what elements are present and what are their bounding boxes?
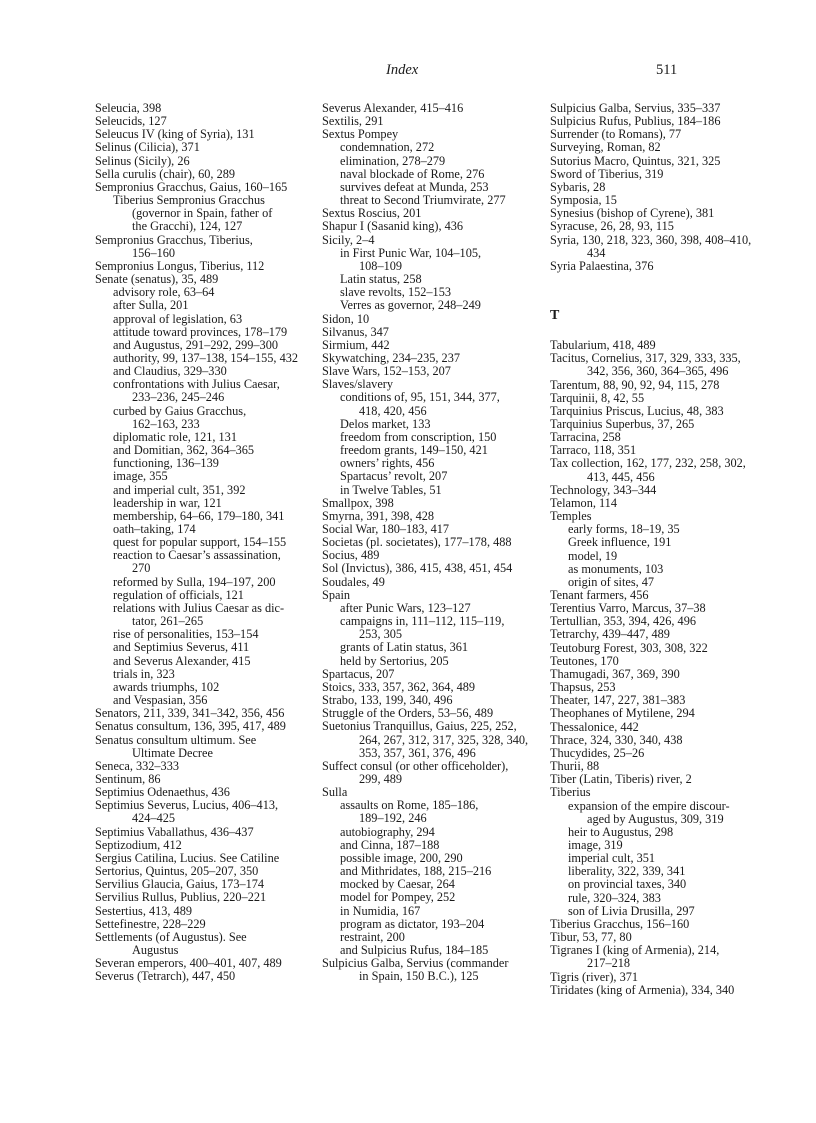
index-subentry: and Claudius, 329–330: [113, 364, 227, 379]
index-entry: Societas (pl. societates), 177–178, 488: [322, 535, 512, 550]
index-entry: Tenant farmers, 456: [550, 588, 649, 602]
index-subentry: Latin status, 258: [340, 272, 422, 287]
index-entry: Tigranes I (king of Armenia), 214,: [550, 943, 720, 958]
index-subentry: in Numidia, 167: [340, 903, 421, 918]
running-head-title: Index: [386, 62, 419, 78]
index-entry: Sutorius Macro, Quintus, 321, 325: [550, 153, 721, 168]
index-entry: Temples: [550, 509, 592, 524]
index-entry: Socius, 489: [322, 548, 380, 563]
index-subentry: and imperial cult, 351, 392: [113, 482, 246, 497]
index-subentry: grants of Latin status, 361: [340, 640, 469, 655]
index-subentry: rule, 320–324, 383: [568, 890, 661, 905]
index-entry: Teutones, 170: [550, 653, 619, 668]
index-entry: Slaves/slavery: [322, 377, 394, 392]
index-entry: Sempronius Gracchus, Gaius, 160–165: [95, 179, 288, 194]
index-entry: Tiber (Latin, Tiberis) river, 2: [550, 772, 692, 787]
index-entry: Thamugadi, 367, 369, 390: [550, 666, 680, 681]
index-subentry: freedom grants, 149–150, 421: [340, 443, 488, 458]
index-continuation: 162–163, 233: [132, 416, 200, 431]
index-entry: Senatus consultum, 136, 395, 417, 489: [95, 719, 286, 734]
index-subentry: reaction to Caesar’s assassination,: [113, 548, 281, 563]
spacer: [550, 325, 776, 339]
index-continuation: in Spain, 150 B.C.), 125: [359, 969, 479, 984]
index-continuation: 217–218: [587, 956, 631, 971]
index-subentry: and Cinna, 187–188: [340, 837, 440, 852]
index-entry: Tarraco, 118, 351: [550, 443, 637, 458]
index-subentry: mocked by Caesar, 264: [340, 877, 455, 892]
index-subentry: Greek influence, 191: [568, 535, 672, 550]
index-entry: Tetrarchy, 439–447, 489: [550, 627, 670, 642]
index-subentry: Tiberius Sempronius Gracchus: [113, 193, 265, 208]
index-entry: Syria, 130, 218, 323, 360, 398, 408–410,: [550, 232, 752, 247]
index-entry: Senate (senatus), 35, 489: [95, 272, 219, 287]
index-entry: Theophanes of Mytilene, 294: [550, 706, 695, 721]
index-entry: Teutoburg Forest, 303, 308, 322: [550, 640, 708, 655]
index-entry: Selinus (Sicily), 26: [95, 153, 190, 168]
index-entry: Septizodium, 412: [95, 837, 182, 852]
index-entry: Sempronius Longus, Tiberius, 112: [95, 258, 265, 273]
index-subentry: program as dictator, 193–204: [340, 916, 485, 931]
index-subentry: diplomatic role, 121, 131: [113, 429, 237, 444]
index-column-left: [95, 102, 310, 983]
index-subentry: trials in, 323: [113, 666, 175, 681]
index-subentry: curbed by Gaius Gracchus,: [113, 403, 247, 418]
index-continuation: 253, 305: [359, 627, 403, 642]
index-subentry: after Punic Wars, 123–127: [340, 600, 471, 615]
index-subentry: and Septimius Severus, 411: [113, 640, 250, 655]
index-entry: Soudales, 49: [322, 574, 385, 589]
index-subentry: leadership in war, 121: [113, 495, 222, 510]
index-entry: Syracuse, 26, 28, 93, 115: [550, 219, 674, 234]
index-continuation: (governor in Spain, father of: [132, 206, 273, 221]
index-entry: Septimius Odenaethus, 436: [95, 785, 230, 800]
index-subentry: early forms, 18–19, 35: [568, 522, 680, 537]
index-subentry: elimination, 278–279: [340, 153, 446, 168]
index-continuation: the Gracchi), 124, 127: [132, 219, 243, 234]
index-entry: Seneca, 332–333: [95, 758, 180, 773]
running-head: [0, 62, 816, 82]
index-continuation: 413, 445, 456: [587, 469, 655, 484]
index-subentry: possible image, 200, 290: [340, 850, 463, 865]
index-entry: Settlements (of Augustus). See: [95, 929, 247, 944]
index-entry: Sentinum, 86: [95, 771, 161, 786]
index-subentry: membership, 64–66, 179–180, 341: [113, 508, 285, 523]
index-subentry: naval blockade of Rome, 276: [340, 166, 485, 181]
index-entry: Seleucids, 127: [95, 114, 167, 129]
index-continuation: Ultimate Decree: [132, 745, 213, 760]
index-subentry: authority, 99, 137–138, 154–155, 432: [113, 350, 299, 365]
index-subentry: in Twelve Tables, 51: [340, 482, 442, 497]
index-entry: Thapsus, 253: [550, 680, 616, 695]
index-subentry: heir to Augustus, 298: [568, 824, 674, 839]
index-entry: Struggle of the Orders, 53–56, 489: [322, 706, 494, 721]
index-entry: Septimius Vaballathus, 436–437: [95, 824, 254, 839]
index-entry: Tigris (river), 371: [550, 969, 639, 984]
index-entry: Thrace, 324, 330, 340, 438: [550, 732, 683, 747]
index-subentry: Verres as governor, 248–249: [340, 298, 481, 313]
index-entry: Spartacus, 207: [322, 666, 395, 681]
index-subentry: on provincial taxes, 340: [568, 877, 687, 892]
index-entry: Synesius (bishop of Cyrene), 381: [550, 206, 715, 221]
index-entry: Sextus Roscius, 201: [322, 206, 422, 221]
index-continuation: 418, 420, 456: [359, 403, 427, 418]
index-subentry: conditions of, 95, 151, 344, 377,: [340, 390, 500, 405]
index-entry: Sol (Invictus), 386, 415, 438, 451, 454: [322, 561, 513, 576]
index-subentry: expansion of the empire discour-: [568, 798, 730, 813]
index-entry: Sella curulis (chair), 60, 289: [95, 166, 236, 181]
index-entry: Tarquinius Priscus, Lucius, 48, 383: [550, 403, 724, 418]
index-subentry: relations with Julius Caesar as dic-: [113, 600, 285, 615]
index-continuation: Augustus: [132, 943, 179, 957]
index-subentry: slave revolts, 152–153: [340, 285, 451, 300]
index-entry: Servilius Glaucia, Gaius, 173–174: [95, 877, 265, 892]
index-subentry: condemnation, 272: [340, 140, 435, 155]
index-subentry: functioning, 136–139: [113, 456, 219, 471]
index-entry: Tarracina, 258: [550, 430, 621, 445]
index-entry: Sestertius, 413, 489: [95, 903, 193, 918]
index-entry: Severus (Tetrarch), 447, 450: [95, 969, 236, 984]
index-subentry: and Domitian, 362, 364–365: [113, 443, 255, 458]
index-subentry: freedom from conscription, 150: [340, 429, 497, 444]
index-continuation: tator, 261–265: [132, 614, 204, 629]
index-subentry: held by Sertorius, 205: [340, 653, 449, 668]
index-subentry: quest for popular support, 154–155: [113, 535, 287, 550]
index-entry: Thessalonice, 442: [550, 719, 639, 734]
index-subentry: model for Pompey, 252: [340, 890, 456, 905]
index-subentry: rise of personalities, 153–154: [113, 627, 259, 642]
index-entry: Sybaris, 28: [550, 179, 606, 194]
index-entry: Terentius Varro, Marcus, 37–38: [550, 601, 706, 616]
index-entry: Thucydides, 25–26: [550, 745, 645, 760]
index-entry: Senators, 211, 339, 341–342, 356, 456: [95, 706, 285, 721]
index-subentry: confrontations with Julius Caesar,: [113, 377, 280, 392]
index-entry: Sidon, 10: [322, 311, 370, 326]
index-entry: Sertorius, Quintus, 205–207, 350: [95, 864, 259, 879]
spacer: [550, 290, 776, 307]
index-entry: Silvanus, 347: [322, 324, 389, 339]
index-subentry: advisory role, 63–64: [113, 285, 215, 300]
index-entry: Tiridates (king of Armenia), 334, 340: [550, 982, 735, 997]
index-continuation: 434: [587, 245, 606, 260]
index-subentry: campaigns in, 111–112, 115–119,: [340, 614, 505, 629]
index-entry: Social War, 180–183, 417: [322, 522, 450, 536]
index-subentry: and Vespasian, 356: [113, 693, 208, 708]
index-entry: Sulpicius Galba, Servius (commander: [322, 956, 509, 971]
index-subentry: restraint, 200: [340, 929, 405, 944]
spacer: [550, 273, 776, 290]
index-subentry: and Severus Alexander, 415: [113, 653, 251, 668]
index-subentry: threat to Second Triumvirate, 277: [340, 193, 506, 208]
index-entry: Sulpicius Galba, Servius, 335–337: [550, 101, 721, 115]
index-entry: Smyrna, 391, 398, 428: [322, 508, 435, 523]
index-subentry: survives defeat at Munda, 253: [340, 179, 489, 194]
index-entry: Severus Alexander, 415–416: [322, 101, 464, 115]
index-entry: Sword of Tiberius, 319: [550, 166, 664, 181]
index-entry: Tacitus, Cornelius, 317, 329, 333, 335,: [550, 351, 741, 366]
index-entry: Tiberius Gracchus, 156–160: [550, 916, 690, 931]
index-column-middle: [322, 102, 540, 983]
index-entry: Smallpox, 398: [322, 495, 394, 510]
index-entry: Sicily, 2–4: [322, 232, 375, 247]
index-entry: Tarquinius Superbus, 37, 265: [550, 416, 695, 431]
index-entry: Tibur, 53, 77, 80: [550, 930, 632, 945]
index-subentry: oath–taking, 174: [113, 522, 196, 536]
index-entry: Septimius Severus, Lucius, 406–413,: [95, 798, 279, 813]
index-entry: Spain: [322, 587, 351, 602]
index-entry: Tarentum, 88, 90, 92, 94, 115, 278: [550, 377, 720, 392]
index-continuation: 424–425: [132, 811, 176, 826]
index-subentry: and Mithridates, 188, 215–216: [340, 864, 492, 879]
index-continuation: 299, 489: [359, 771, 403, 786]
index-subentry: owners’ rights, 456: [340, 456, 435, 471]
index-entry: Suffect consul (or other officeholder),: [322, 758, 509, 773]
index-continuation: 353, 357, 361, 376, 496: [359, 745, 476, 760]
index-entry: Tax collection, 162, 177, 232, 258, 302,: [550, 456, 746, 471]
index-subentry: and Sulpicius Rufus, 184–185: [340, 943, 489, 957]
index-entry: Seleucia, 398: [95, 101, 162, 115]
index-entry: Sextus Pompey: [322, 127, 399, 142]
index-entry: Technology, 343–344: [550, 482, 657, 497]
index-subentry: awards triumphs, 102: [113, 679, 220, 694]
index-entry: Tertullian, 353, 394, 426, 496: [550, 614, 697, 629]
index-entry: Selinus (Cilicia), 371: [95, 140, 200, 155]
index-entry: Sulpicius Rufus, Publius, 184–186: [550, 114, 721, 129]
index-entry: Shapur I (Sasanid king), 436: [322, 219, 464, 234]
index-continuation: 342, 356, 360, 364–365, 496: [587, 364, 729, 379]
index-entry: Strabo, 133, 199, 340, 496: [322, 693, 453, 708]
index-entry: Telamon, 114: [550, 495, 617, 510]
index-entry: Slave Wars, 152–153, 207: [322, 364, 451, 379]
index-entry: Skywatching, 234–235, 237: [322, 350, 460, 365]
index-subentry: imperial cult, 351: [568, 851, 656, 866]
index-subentry: image, 319: [568, 837, 623, 852]
index-entry: Sempronius Gracchus, Tiberius,: [95, 232, 253, 247]
index-entry: Sergius Catilina, Lucius. See Catiline: [95, 850, 280, 865]
index-subentry: Spartacus’ revolt, 207: [340, 469, 448, 484]
index-continuation: 108–109: [359, 258, 403, 273]
section-letter: T: [550, 308, 560, 324]
index-subentry: as monuments, 103: [568, 561, 664, 576]
index-entry: Stoics, 333, 357, 362, 364, 489: [322, 679, 476, 694]
index-subentry: origin of sites, 47: [568, 574, 655, 589]
index-entry: Tarquinii, 8, 42, 55: [550, 390, 645, 405]
index-entry: Tiberius: [550, 785, 591, 800]
index-subentry: and Augustus, 291–292, 299–300: [113, 337, 278, 352]
index-entry: Thurii, 88: [550, 759, 600, 774]
index-entry: Tabularium, 418, 489: [550, 338, 656, 353]
index-entry: Symposia, 15: [550, 193, 617, 208]
index-subentry: after Sulla, 201: [113, 298, 189, 313]
index-continuation: aged by Augustus, 309, 319: [587, 811, 724, 826]
index-subentry: in First Punic War, 104–105,: [340, 245, 482, 260]
index-subentry: assaults on Rome, 185–186,: [340, 798, 479, 813]
index-entry: Settefinestre, 228–229: [95, 916, 206, 931]
index-entry: Surveying, Roman, 82: [550, 140, 661, 155]
index-entry: Surrender (to Romans), 77: [550, 127, 682, 142]
index-subentry: approval of legislation, 63: [113, 311, 243, 326]
index-entry: Severan emperors, 400–401, 407, 489: [95, 956, 282, 971]
index-subentry: model, 19: [568, 548, 618, 563]
index-subentry: reformed by Sulla, 194–197, 200: [113, 574, 276, 589]
index-entry: Sirmium, 442: [322, 337, 390, 352]
index-subentry: autobiography, 294: [340, 824, 435, 839]
index-entry: Sulla: [322, 785, 348, 800]
index-subentry: liberality, 322, 339, 341: [568, 864, 686, 879]
index-subentry: image, 355: [113, 469, 168, 484]
index-entry: Syria Palaestina, 376: [550, 258, 654, 273]
index-subentry: attitude toward provinces, 178–179: [113, 324, 288, 339]
index-continuation: 270: [132, 561, 151, 576]
index-column-right: [550, 102, 776, 997]
index-subentry: son of Livia Drusilla, 297: [568, 903, 695, 918]
index-entry: Theater, 147, 227, 381–383: [550, 693, 686, 708]
index-subentry: Delos market, 133: [340, 416, 431, 431]
page-number: 511: [656, 62, 678, 78]
index-entry: Senatus consultum ultimum. See: [95, 732, 257, 747]
index-continuation: 264, 267, 312, 317, 325, 328, 340,: [359, 732, 529, 747]
index-entry: Seleucus IV (king of Syria), 131: [95, 127, 255, 142]
index-continuation: 156–160: [132, 245, 176, 260]
index-entry: Sextilis, 291: [322, 114, 384, 129]
index-subentry: regulation of officials, 121: [113, 587, 244, 602]
index-continuation: 189–192, 246: [359, 811, 427, 826]
index-continuation: 233–236, 245–246: [132, 390, 225, 405]
index-entry: Servilius Rullus, Publius, 220–221: [95, 890, 267, 905]
index-entry: Suetonius Tranquillus, Gaius, 225, 252,: [322, 719, 517, 734]
